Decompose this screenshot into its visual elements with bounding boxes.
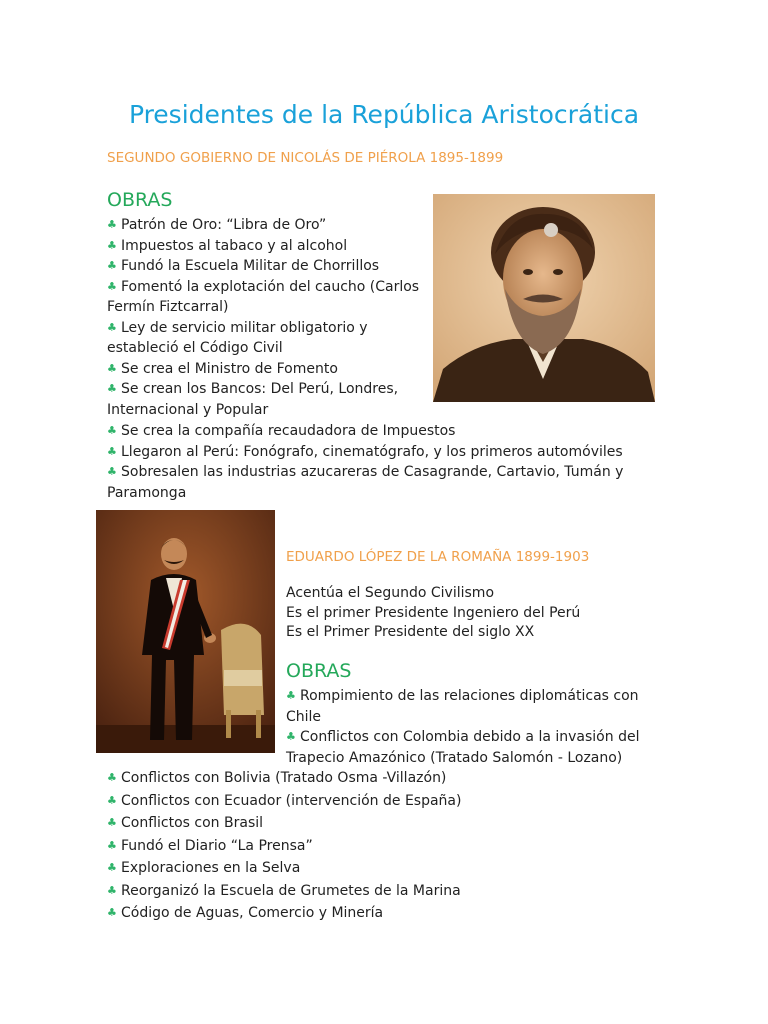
club-icon: ♣ <box>107 838 117 852</box>
club-icon: ♣ <box>107 906 117 919</box>
club-icon: ♣ <box>107 279 117 293</box>
club-icon: ♣ <box>286 689 296 702</box>
list-item: ♣ Conflictos con Brasil <box>107 812 667 835</box>
list-item: ♣ Código de Aguas, Comercio y Minería <box>107 902 667 925</box>
list-item: ♣ Se crea el Ministro de Fomento <box>107 359 429 380</box>
section2-obras-list <box>286 686 656 768</box>
list-item: ♣ Conflictos con Bolivia (Tratado Osma -Villazón) <box>107 767 667 790</box>
pierola-portrait <box>433 194 655 402</box>
section2-obras-label: OBRAS <box>286 660 352 682</box>
list-item: ♣ Rompimiento de las relaciones diplomáticas con Chile <box>286 688 639 725</box>
list-item: ♣ Sobresalen las industrias azucareras de Casagrande, Cartavio, Tumán y Paramonga <box>107 464 624 501</box>
list-item: ♣ Ley de servicio militar obligatorio y estableció el Código Civil <box>107 319 368 356</box>
club-icon: ♣ <box>107 444 117 458</box>
club-icon: ♣ <box>107 218 117 231</box>
list-item: ♣ Se crean los Bancos: Del Perú, Londres, Internacional y Popular <box>107 381 399 418</box>
club-icon: ♣ <box>107 361 117 375</box>
list-item: ♣ Reorganizó la Escuela de Grumetes de la Marina <box>107 880 667 903</box>
list-item: ♣ Fundó la Escuela Militar de Chorrillos <box>107 256 429 277</box>
list-item: ♣ Exploraciones en la Selva <box>107 857 667 880</box>
club-icon: ♣ <box>107 465 117 478</box>
section1-obras-label: OBRAS <box>107 189 173 211</box>
club-icon: ♣ <box>107 771 117 784</box>
info-line: Es el primer Presidente Ingeniero del Perú <box>286 604 581 621</box>
list-item: ♣ Se crea la compañía recaudadora de Impuestos <box>107 421 667 442</box>
section1-obras-list <box>107 215 429 420</box>
list-item: ♣ Fomentó la explotación del caucho (Carlos Fermín Fiztcarral) <box>107 278 420 315</box>
club-icon: ♣ <box>107 382 117 395</box>
club-icon: ♣ <box>107 793 117 807</box>
info-line: Acentúa el Segundo Civilismo <box>286 585 495 601</box>
club-icon: ♣ <box>286 730 296 743</box>
club-icon: ♣ <box>107 816 117 829</box>
info-line: Es el Primer Presidente del siglo XX <box>286 624 535 640</box>
club-icon: ♣ <box>107 238 117 252</box>
list-item: ♣ Patrón de Oro: “Libra de Oro” <box>107 215 429 236</box>
section2-heading: EDUARDO LÓPEZ DE LA ROMAÑA 1899-1903 <box>286 549 590 565</box>
lopez-de-la-romana-portrait <box>96 510 275 753</box>
list-item: ♣ Conflictos con Ecuador (intervención de España) <box>107 790 667 813</box>
list-item: ♣ Impuestos al tabaco y al alcohol <box>107 236 429 257</box>
list-item: ♣ Conflictos con Colombia debido a la invasión del Trapecio Amazónico (Tratado Salomón - Lozano) <box>286 729 640 766</box>
club-icon: ♣ <box>107 320 117 334</box>
club-icon: ♣ <box>107 259 117 272</box>
section1-heading: SEGUNDO GOBIERNO DE NICOLÁS DE PIÉROLA 1895-1899 <box>107 150 504 166</box>
section2-obras-list-continued <box>107 767 667 925</box>
section1-obras-list-continued <box>107 421 667 503</box>
page-title: Presidentes de la República Aristocrática <box>128 100 640 129</box>
club-icon: ♣ <box>107 883 117 897</box>
club-icon: ♣ <box>107 424 117 437</box>
list-item: ♣ Fundó el Diario “La Prensa” <box>107 835 667 858</box>
list-item: ♣ Llegaron al Perú: Fonógrafo, cinematógrafo, y los primeros automóviles <box>107 442 667 463</box>
section2-info <box>286 584 580 643</box>
club-icon: ♣ <box>107 861 117 874</box>
